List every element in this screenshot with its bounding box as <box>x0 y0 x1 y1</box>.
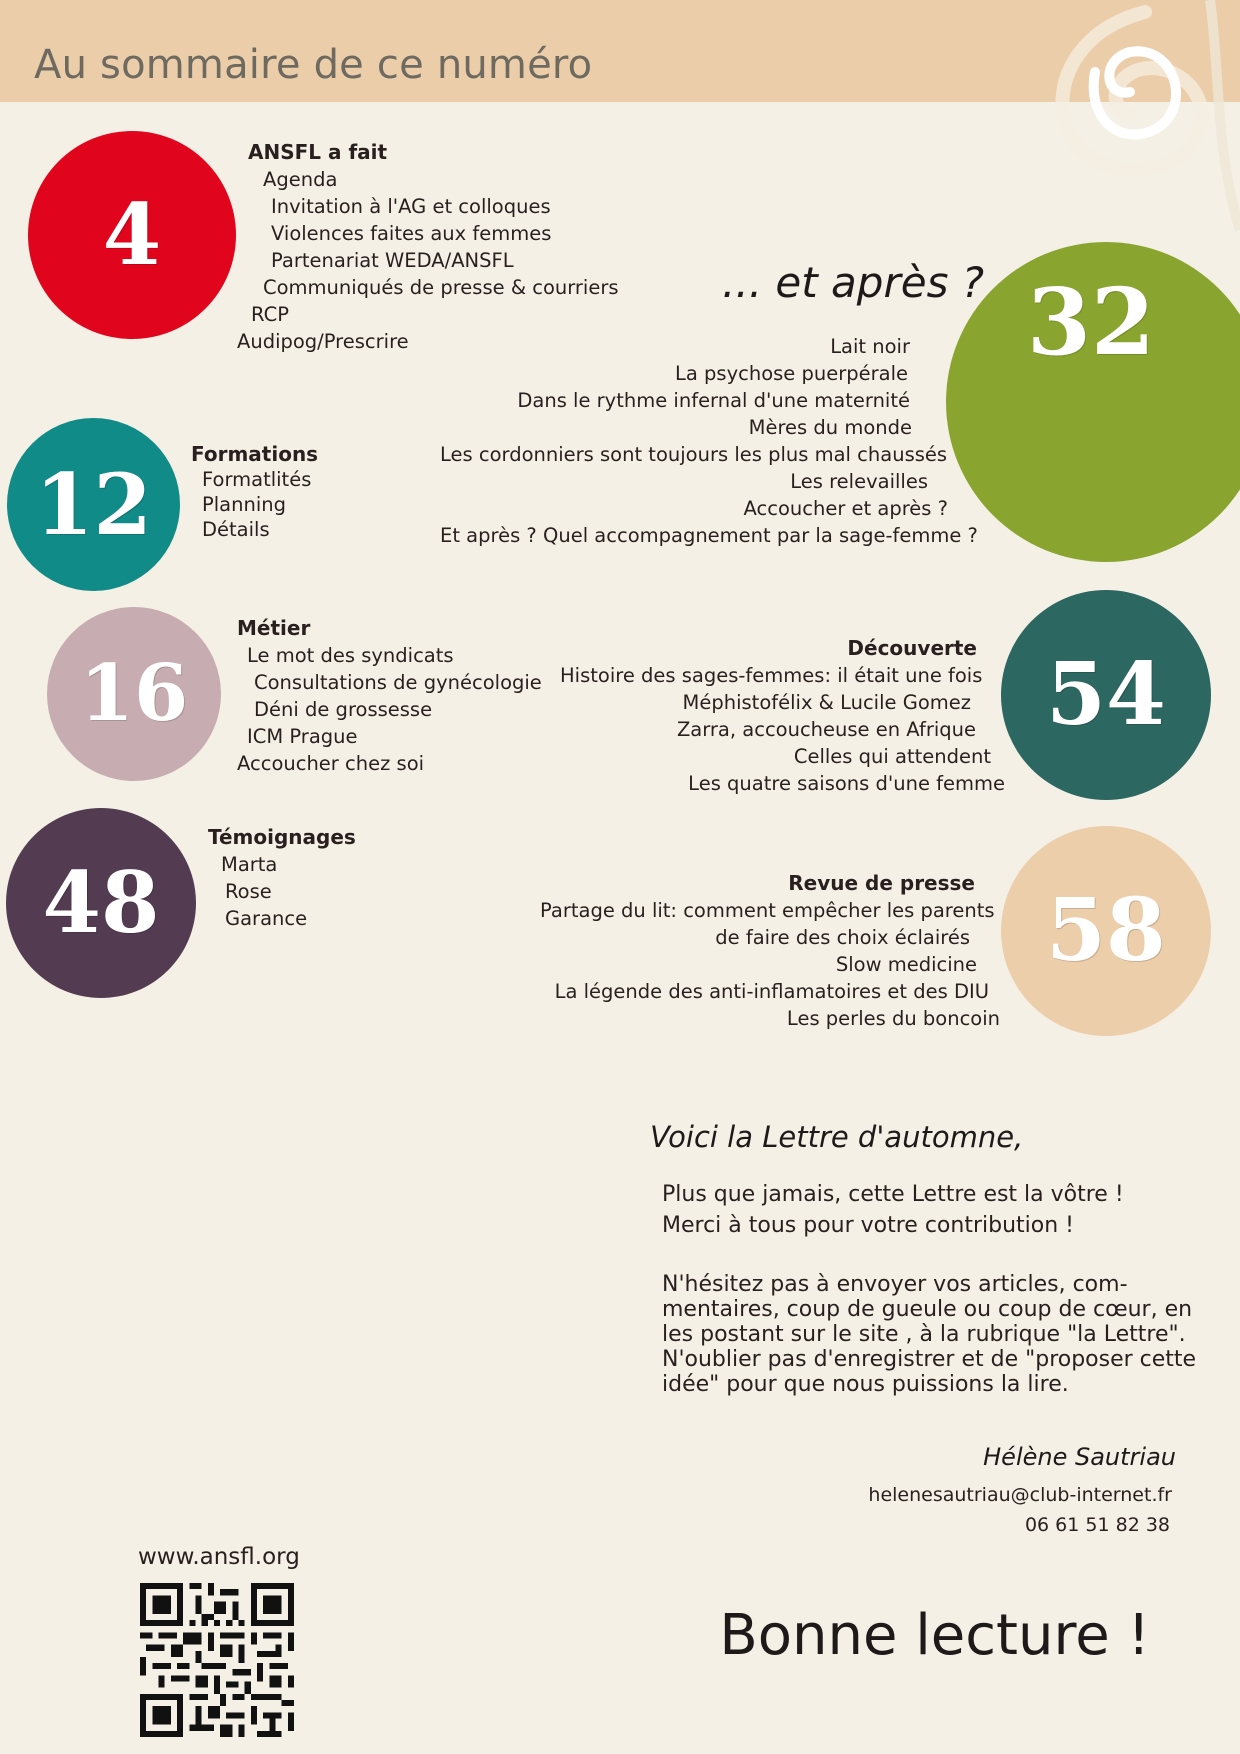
section-title: Revue de presse <box>788 871 975 895</box>
closing-text: Bonne lecture ! <box>719 1603 1150 1668</box>
website-link[interactable]: www.ansfl.org <box>138 1544 300 1570</box>
toc-item[interactable]: Histoire des sages-femmes: il était une fois <box>560 664 983 687</box>
toc-item[interactable]: ICM Prague <box>247 725 358 748</box>
toc-item[interactable]: Le mot des syndicats <box>247 644 454 667</box>
editorial-line: mentaires, coup de gueule ou coup de cœur, en <box>662 1297 1193 1322</box>
page-number-circle-58 <box>1001 826 1211 1036</box>
toc-item[interactable]: Détails <box>202 518 270 541</box>
page-number-32: 32 <box>1026 268 1156 376</box>
toc-item[interactable]: Déni de grossesse <box>254 698 433 721</box>
page-number-circle-32 <box>946 242 1240 562</box>
toc-item[interactable]: Audipog/Prescrire <box>237 330 409 353</box>
section-et-apres <box>440 333 976 549</box>
section-title: ANSFL a fait <box>248 140 388 164</box>
section-title: Métier <box>237 616 311 640</box>
page-number-circle-16 <box>47 607 221 781</box>
page-number-12: 12 <box>35 454 152 554</box>
section-title: Témoignages <box>208 825 356 849</box>
toc-item[interactable]: Accoucher chez soi <box>237 752 425 775</box>
editorial-line: Merci à tous pour votre contribution ! <box>662 1213 1074 1238</box>
toc-item[interactable]: RCP <box>251 303 289 326</box>
signature: Hélène Sautriau <box>983 1443 1176 1471</box>
toc-item[interactable]: Marta <box>221 853 278 876</box>
toc-item[interactable]: Consultations de gynécologie <box>254 671 542 694</box>
section-revue-de-presse <box>540 870 1000 1032</box>
toc-item[interactable]: Les relevailles <box>790 470 928 493</box>
section-metier <box>237 615 542 777</box>
toc-item[interactable]: Rose <box>225 880 272 903</box>
page-number-circle-4 <box>28 131 236 339</box>
editorial-line: N'hésitez pas à envoyer vos articles, com- <box>662 1272 1128 1297</box>
section-title: Formations <box>191 442 319 466</box>
page-number-4: 4 <box>102 185 162 284</box>
toc-item[interactable]: Planning <box>202 493 286 516</box>
toc-item[interactable]: Dans le rythme infernal d'une maternité <box>517 389 910 412</box>
editorial-line: les postant sur le site , à la rubrique "la Lettre". <box>662 1322 1186 1347</box>
toc-item[interactable]: Violences faites aux femmes <box>271 222 552 245</box>
toc-item[interactable]: Invitation à l'AG et colloques <box>271 195 551 218</box>
toc-item[interactable]: Agenda <box>263 168 338 191</box>
page-title: Au sommaire de ce numéro <box>34 42 593 88</box>
toc-item[interactable]: Méphistofélix & Lucile Gomez <box>682 691 971 714</box>
section-ansfl-a-fait <box>236 139 619 355</box>
toc-item[interactable]: Les quatre saisons d'une femme <box>688 772 1005 795</box>
page-number-16: 16 <box>79 648 189 739</box>
contact-email[interactable]: helenesautriau@club-internet.fr <box>868 1484 1172 1506</box>
toc-item[interactable]: Slow medicine <box>835 953 977 976</box>
page-number-circle-54 <box>1001 590 1211 800</box>
editorial-line: N'oublier pas d'enregistrer et de "proposer cette <box>662 1347 1197 1372</box>
section-decouverte <box>560 635 1005 797</box>
header-band <box>0 0 1240 102</box>
toc-item[interactable]: Partenariat WEDA/ANSFL <box>271 249 514 272</box>
toc-item[interactable]: Partage du lit: comment empêcher les parents <box>540 899 995 922</box>
toc-item[interactable]: Les perles du boncoin <box>786 1007 1000 1030</box>
section-title: Découverte <box>847 636 977 660</box>
toc-item[interactable]: La légende des anti-inflamatoires et des DIU <box>554 980 989 1003</box>
editorial-greeting: Voici la Lettre d'automne, <box>650 1120 1024 1154</box>
contact-phone: 06 61 51 82 38 <box>1024 1514 1170 1536</box>
toc-item[interactable]: Les cordonniers sont toujours les plus mal chaussés <box>440 443 948 466</box>
editorial-line: Plus que jamais, cette Lettre est la vôtre ! <box>662 1182 1124 1207</box>
section-formations <box>191 442 318 542</box>
editorial-paragraph-1 <box>662 1179 1124 1241</box>
toc-item[interactable]: Formatlités <box>202 468 312 491</box>
qr-code-icon[interactable] <box>140 1583 294 1737</box>
toc-item[interactable]: Lait noir <box>830 335 910 358</box>
toc-item[interactable]: Zarra, accoucheuse en Afrique <box>676 718 976 741</box>
toc-item[interactable]: Communiqués de presse & courriers <box>263 276 619 299</box>
page-number-58: 58 <box>1046 880 1166 981</box>
toc-item[interactable]: Garance <box>225 907 308 930</box>
section-title-et-apres: ... et après ? <box>722 258 985 307</box>
page-number-circle-12 <box>7 418 180 591</box>
toc-item[interactable]: Et après ? Quel accompagnement par la sage-femme ? <box>440 524 978 547</box>
page-number-circle-48 <box>6 808 196 998</box>
page-number-48: 48 <box>42 853 160 952</box>
toc-item[interactable]: Mères du monde <box>748 416 912 439</box>
toc-item[interactable]: Accoucher et après ? <box>743 497 948 520</box>
editorial-paragraph-2 <box>662 1272 1196 1397</box>
editorial-line: idée" pour que nous puissions la lire. <box>662 1372 1069 1397</box>
toc-item[interactable]: Celles qui attendent <box>793 745 991 768</box>
section-temoignages <box>208 824 356 932</box>
page-number-54: 54 <box>1046 644 1166 745</box>
toc-item[interactable]: de faire des choix éclairés <box>715 926 970 949</box>
toc-item[interactable]: La psychose puerpérale <box>675 362 908 385</box>
